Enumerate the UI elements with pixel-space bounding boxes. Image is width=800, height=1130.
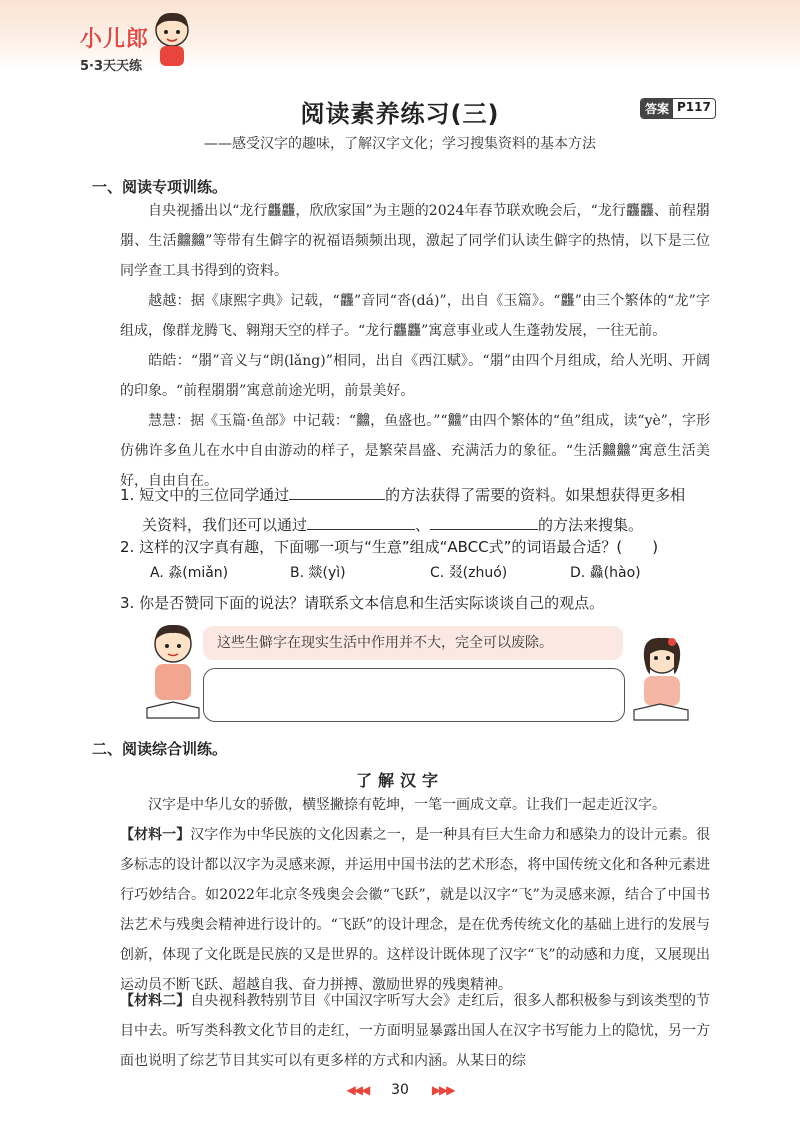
reading-girl-icon — [628, 632, 692, 724]
haohao-text: 皓皓：“朤”音义与“朗(lǎng)”相同，出自《西江赋》。“朤”由四个月组成，给人光明、开阔的印象。“前程朤朤”寓意前途光明，前景美好。 — [120, 353, 710, 399]
answer-page: P117 — [677, 100, 711, 114]
page-number: 30 — [391, 1082, 409, 1098]
question-2-options — [150, 562, 710, 582]
page-subtitle: ——感受汉字的趣味，了解汉字文化；学习搜集资料的基本方法 — [204, 136, 596, 152]
answer-page-tag — [640, 98, 716, 119]
mascot-boy-icon — [148, 8, 196, 70]
material-1-label: 【材料一】 — [120, 827, 191, 843]
right-arrows-icon: ▶▶▶ — [431, 1083, 454, 1097]
brand-name: 小儿郎 — [80, 27, 150, 52]
q1-text-b: 的方法获得了需要的资料。如果想获得更多相 — [385, 486, 686, 504]
answer-label: 答案 — [641, 99, 673, 118]
brand-logo — [80, 22, 149, 74]
page-footer — [0, 1082, 800, 1098]
section2-heading: 二、阅读综合训练。 — [92, 740, 228, 758]
material-1-text: 汉字作为中华民族的文化因素之一，是一种具有巨大生命力和感染力的设计元素。很多标志的设计都以汉字为灵感来源，并运用中国书法的艺术形态，将中国传统文化和各种元素进行巧妙结合。如2022年北京冬残奥会会徽“飞跃”，就是以汉字“飞”为灵感来源，结合了中国书法艺术与残奥会精神进行设计的。“飞跃”的设计理念，是在优秀传统文化的基础上进行的发展与创新，体现了文化既是民族的又是世界的。这样设计既体现了汉字“飞”的动感和力度，又展现出运动员不断飞跃、超越自我、奋力拼搏、激励世界的残奥精神。 — [120, 827, 711, 993]
paragraph-yueyue — [120, 286, 710, 346]
series-name: 5·3天天练 — [80, 59, 143, 74]
question-2: 2. 这样的汉字真有趣，下面哪一项与“生意”组成“ABCC式”的词语最合适？( ) — [120, 538, 659, 556]
q1-text-e: 的方法来搜集。 — [538, 516, 644, 534]
material-2-text: 自央视科教特别节目《中国汉字听写大会》走红后，很多人都积极参与到该类型的节目中去。听写类科教文化节目的走红，一方面明显暴露出国人在汉字书写能力上的隐忧，另一方面也说明了综艺节目其实可以有更多样的方式和内涵。从某日的综 — [120, 993, 711, 1069]
page-title: 阅读素养练习(三) — [300, 100, 500, 128]
q1-blank-1[interactable] — [289, 481, 385, 500]
question-3: 3. 你是否赞同下面的说法？请联系文本信息和生活实际谈谈自己的观点。 — [120, 594, 605, 612]
option-a[interactable]: A. 淼(miǎn) — [150, 565, 229, 581]
q1-text-d: 、 — [415, 516, 431, 534]
q1-text-a: 1. 短文中的三位同学通过 — [120, 486, 290, 504]
left-arrows-icon: ◀◀◀ — [346, 1083, 369, 1097]
q1-text-c: 关资料，我们还可以通过 — [142, 516, 308, 534]
article-title: 了解汉字 — [355, 771, 444, 790]
opinion-bubble: 这些生僻字在现实生活中作用并不大，完全可以废除。 — [203, 626, 623, 660]
option-d[interactable]: D. 灥(hào) — [570, 565, 641, 581]
question-1 — [120, 480, 720, 540]
material-2 — [120, 986, 710, 1076]
lead-text: 汉字是中华儿女的骄傲，横竖撇捺有乾坤，一笔一画成文章。让我们一起走近汉字。 — [148, 797, 666, 813]
q3-answer-box[interactable] — [203, 668, 625, 722]
option-c[interactable]: C. 叕(zhuó) — [430, 565, 508, 581]
material-2-label: 【材料二】 — [120, 993, 191, 1009]
option-b[interactable]: B. 燚(yì) — [290, 565, 346, 581]
section1-heading: 一、阅读专项训练。 — [92, 178, 228, 196]
section1-intro — [120, 196, 710, 286]
yueyue-text: 越越：据《康熙字典》记载，“龘”音同“沓(dá)”，出自《玉篇》。“龘”由三个繁体的“龙”字组成，像群龙腾飞、翱翔天空的样子。“龙行龘龘”寓意事业或人生蓬勃发展，一往无前。 — [120, 293, 710, 339]
reading-boy-icon — [143, 618, 203, 722]
q1-blank-3[interactable] — [430, 511, 538, 530]
article-lead — [120, 790, 710, 820]
huihui-text: 慧慧：据《玉篇·鱼部》中记载：“䲜，鱼盛也。”“䲜”由四个繁体的“鱼”组成，读“yè”，字形仿佛许多鱼儿在水中自由游动的样子，是繁荣昌盛、充满活力的象征。“生活䲜䲜”寓意生活美好，自由自在。 — [120, 413, 710, 489]
paragraph-haohao — [120, 346, 710, 406]
q1-blank-2[interactable] — [307, 511, 415, 530]
intro-text: 自央视播出以“龙行龘龘，欣欣家国”为主题的2024年春节联欢晚会后，“龙行龘龘、前程朤朤、生活䲜䲜”等带有生僻字的祝福语频频出现，激起了同学们认读生僻字的热情，以下是三位同学查工具书得到的资料。 — [120, 203, 710, 279]
material-1 — [120, 820, 710, 1000]
